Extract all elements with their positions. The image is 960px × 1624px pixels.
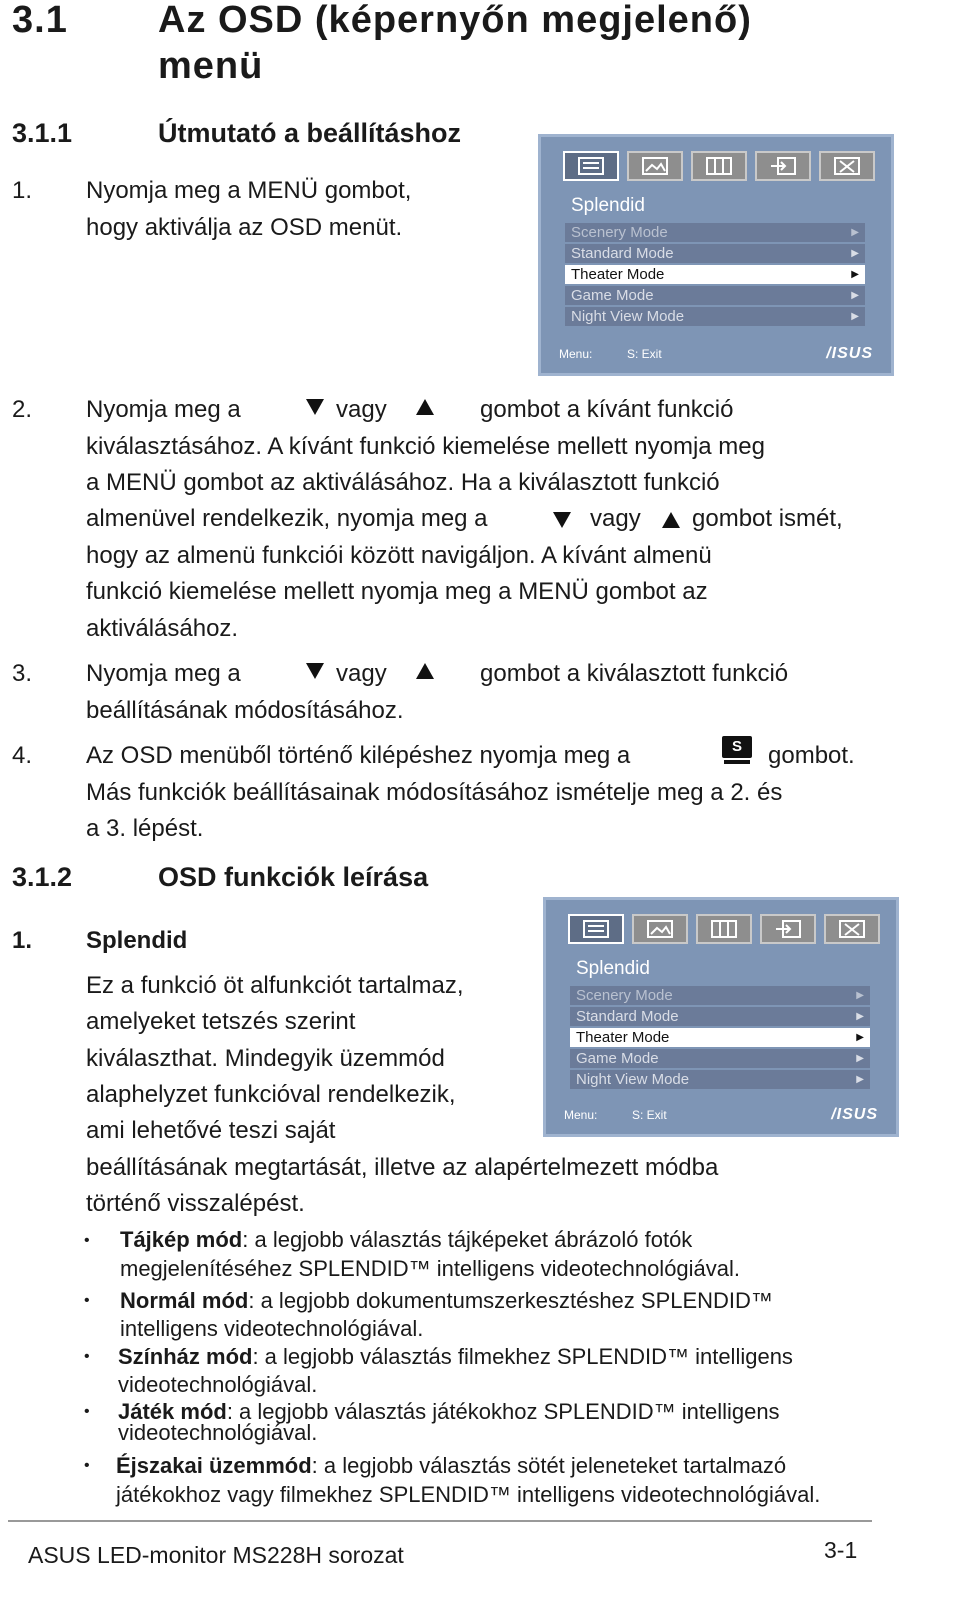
- asus-logo: /ISUS: [831, 1106, 878, 1123]
- bullet-icon: •: [84, 1457, 90, 1474]
- step-text: Nyomja meg a: [86, 396, 241, 423]
- osd-mode-list: [565, 223, 865, 328]
- osd-row: Scenery Mode ▶: [565, 223, 865, 242]
- step-text: Más funkciók beállításainak módosításához ismételje meg a 2. és: [86, 779, 783, 806]
- bullet-line-1: Normál mód: a legjobb dokumentumszerkesztéshez SPLENDID™: [120, 1288, 773, 1313]
- item-number: 1.: [12, 927, 33, 954]
- section-number: 3.1.1: [12, 118, 73, 148]
- osd-row: Standard Mode ▶: [565, 244, 865, 263]
- step-text: hogy az almenü funkciói között navigáljon. A kívánt almenü: [86, 542, 712, 569]
- osd-tab-color-icon: [696, 914, 752, 944]
- step-text: vagy: [336, 396, 387, 423]
- step-text: hogy aktiválja az OSD menüt.: [86, 214, 403, 241]
- up-arrow-icon: [416, 399, 434, 415]
- osd-tab-color-icon: [691, 151, 747, 181]
- s-key-label: S: [722, 736, 752, 758]
- osd-footer-menu: Menu:: [559, 347, 593, 361]
- bullet-icon: •: [84, 1232, 90, 1249]
- osd-tab-splendid-icon: [568, 914, 624, 944]
- step-text: kiválasztásához. A kívánt funkció kiemelése mellett nyomja meg: [86, 433, 765, 460]
- step-text: Nyomja meg a MENÜ gombot,: [86, 177, 412, 204]
- step-text: funkció kiemelése mellett nyomja meg a MENÜ gombot az: [86, 578, 708, 605]
- bullet-line-2: intelligens videotechnológiával.: [120, 1316, 424, 1341]
- asus-logo: /ISUS: [826, 345, 873, 362]
- osd-footer: [559, 345, 873, 365]
- step-text: vagy: [336, 660, 387, 687]
- section-title: Útmutató a beállításhoz: [158, 118, 462, 148]
- step-text: almenüvel rendelkezik, nyomja meg a: [86, 505, 488, 532]
- down-arrow-icon: [306, 399, 324, 415]
- up-arrow-icon: [662, 512, 680, 528]
- paragraph-line: történő visszalépést.: [86, 1190, 305, 1217]
- paragraph-line: ami lehetővé teszi saját: [86, 1117, 336, 1144]
- step-text: beállításának módosításához.: [86, 697, 404, 724]
- bullet-icon: •: [84, 1292, 90, 1309]
- osd-row-selected: Theater Mode ▶: [565, 265, 865, 284]
- bullet-line-1: Éjszakai üzemmód: a legjobb választás sötét jeleneteket tartalmazó: [116, 1453, 787, 1478]
- osd-footer: [564, 1106, 878, 1126]
- step-text: gombot.: [768, 742, 855, 769]
- osd-tab-splendid-icon: [563, 151, 619, 181]
- step-number: 1.: [12, 177, 33, 204]
- osd-tab-setup-icon: [819, 151, 875, 181]
- osd-row: Game Mode ▶: [565, 286, 865, 305]
- osd-title: Splendid: [576, 958, 650, 979]
- osd-footer-exit: S: Exit: [627, 347, 662, 361]
- paragraph-line: Ez a funkció öt alfunkciót tartalmaz,: [86, 972, 464, 999]
- step-text: a 3. lépést.: [86, 815, 204, 842]
- osd-title: Splendid: [571, 195, 645, 216]
- osd-tab-input-icon: [760, 914, 816, 944]
- bullet-line-1: Játék mód: a legjobb választás játékokhoz SPLENDID™ intelligens: [118, 1399, 780, 1424]
- bullet-line-2: játékokhoz vagy filmekhez SPLENDID™ intelligens videotechnológiával.: [116, 1482, 821, 1507]
- osd-tab-bar: [568, 914, 880, 944]
- bullet-icon: •: [84, 1348, 90, 1365]
- osd-row: Game Mode ▶: [570, 1049, 870, 1068]
- osd-tab-image-icon: [632, 914, 688, 944]
- osd-footer-exit: S: Exit: [632, 1108, 667, 1122]
- paragraph-line: beállításának megtartását, illetve az alapértelmezett módba: [86, 1154, 719, 1181]
- step-number: 4.: [12, 742, 33, 769]
- osd-row: Scenery Mode ▶: [570, 986, 870, 1005]
- step-text: a MENÜ gombot az aktiválásához. Ha a kiválasztott funkció: [86, 469, 720, 496]
- section-number: 3.1.2: [12, 862, 73, 892]
- chapter-number: 3.1: [12, 0, 68, 41]
- chapter-title-line-2: menü: [158, 45, 264, 87]
- osd-row-selected: Theater Mode ▶: [570, 1028, 870, 1047]
- page-number: 3-1: [824, 1537, 858, 1563]
- step-text: Az OSD menüből történő kilépéshez nyomja meg a: [86, 742, 631, 769]
- footer-divider: [8, 1520, 872, 1522]
- step-text: aktiválásához.: [86, 615, 239, 642]
- chapter-title-line-1: Az OSD (képernyőn megjelenő): [158, 0, 752, 41]
- bullet-line-2: megjelenítéséhez SPLENDID™ intelligens videotechnológiával.: [120, 1256, 741, 1281]
- osd-footer-menu: Menu:: [564, 1108, 598, 1122]
- osd-tab-input-icon: [755, 151, 811, 181]
- step-text: gombot a kívánt funkció: [480, 396, 734, 423]
- step-text: Nyomja meg a: [86, 660, 241, 687]
- osd-row: Night View Mode ▶: [565, 307, 865, 326]
- step-text: gombot a kiválasztott funkció: [480, 660, 789, 687]
- up-arrow-icon: [416, 663, 434, 679]
- step-text: gombot ismét,: [692, 505, 843, 532]
- step-text: vagy: [590, 505, 641, 532]
- osd-tab-bar: [563, 151, 875, 181]
- osd-mode-list: [570, 986, 870, 1091]
- bullet-line-2: videotechnológiával.: [118, 1372, 318, 1397]
- paragraph-line: amelyeket tetszés szerint: [86, 1008, 356, 1035]
- bullet-line-1: Színház mód: a legjobb választás filmekhez SPLENDID™ intelligens: [118, 1344, 793, 1369]
- down-arrow-icon: [306, 663, 324, 679]
- osd-menu-image: [538, 134, 894, 376]
- down-arrow-icon: [553, 512, 571, 528]
- item-title: Splendid: [86, 927, 188, 954]
- osd-tab-setup-icon: [824, 914, 880, 944]
- s-key-icon: [722, 736, 752, 766]
- section-title: OSD funkciók leírása: [158, 862, 429, 892]
- osd-row: Standard Mode ▶: [570, 1007, 870, 1026]
- bullet-icon: •: [84, 1403, 90, 1420]
- paragraph-line: alaphelyzet funkcióval rendelkezik,: [86, 1081, 456, 1108]
- step-number: 3.: [12, 660, 33, 687]
- bullet-line-2: videotechnológiával.: [118, 1420, 318, 1445]
- bullet-line-1: Tájkép mód: a legjobb választás tájképeket ábrázoló fotók: [120, 1227, 693, 1252]
- footer-product-name: ASUS LED-monitor MS228H sorozat: [28, 1542, 404, 1568]
- step-number: 2.: [12, 396, 33, 423]
- osd-tab-image-icon: [627, 151, 683, 181]
- osd-row: Night View Mode ▶: [570, 1070, 870, 1089]
- paragraph-line: kiválaszthat. Mindegyik üzemmód: [86, 1045, 445, 1072]
- osd-menu-image: [543, 897, 899, 1137]
